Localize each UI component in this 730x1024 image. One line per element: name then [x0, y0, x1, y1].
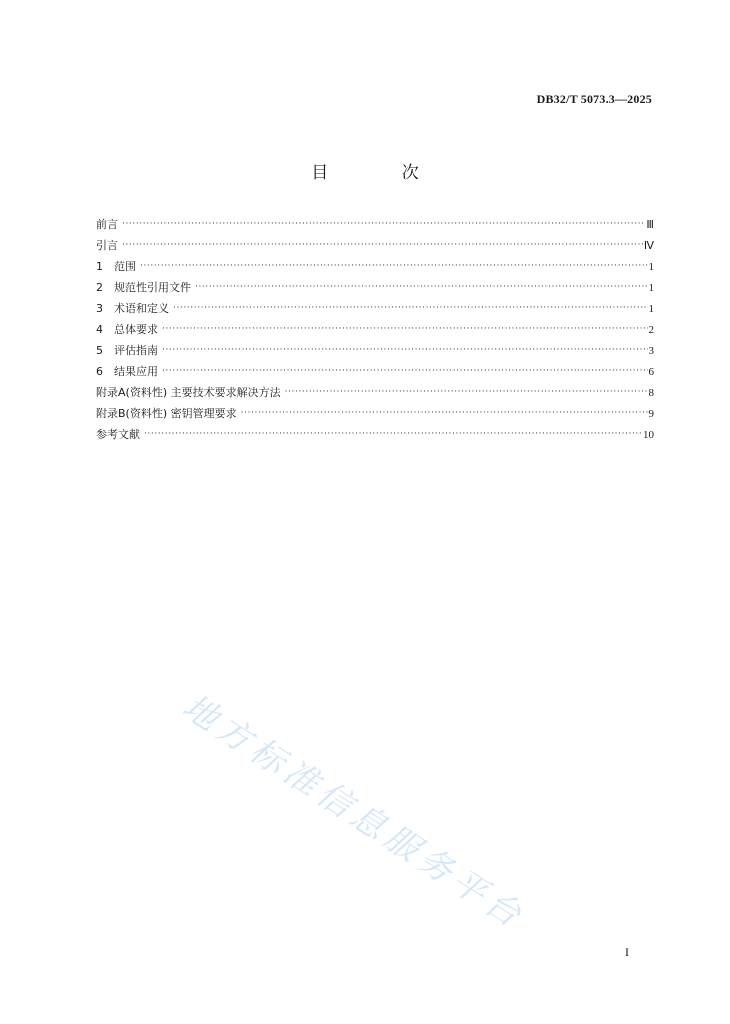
toc-entry-label: 规范性引用文件 — [114, 281, 191, 294]
toc-entry-label: 引言 — [96, 239, 118, 252]
toc-entry-scope[interactable] — [96, 258, 654, 279]
toc-entry-label: 总体要求 — [114, 323, 158, 336]
toc-entry-bibliography[interactable] — [96, 426, 654, 447]
toc-entry-page: 1 — [648, 261, 654, 273]
toc-entry-label: 附录A(资料性) 主要技术要求解决方法 — [96, 386, 281, 399]
toc-entry-page: Ⅲ — [646, 219, 654, 231]
toc-leader-dots — [195, 280, 648, 291]
toc-leader-dots — [285, 385, 648, 396]
table-of-contents — [96, 216, 654, 447]
page-number: I — [625, 945, 629, 959]
toc-title: 目 次 — [311, 163, 453, 183]
toc-entry-result-application[interactable] — [96, 363, 654, 384]
toc-entry-page: 2 — [648, 324, 654, 336]
toc-entry-page: Ⅳ — [643, 240, 654, 252]
toc-entry-general-requirements[interactable] — [96, 321, 654, 342]
toc-leader-dots — [140, 259, 648, 270]
toc-leader-dots — [162, 343, 648, 354]
toc-entry-appendix-a[interactable] — [96, 384, 654, 405]
toc-entry-label: 结果应用 — [114, 365, 158, 378]
toc-entry-label: 评估指南 — [114, 344, 158, 357]
platform-watermark: 地方标准信息服务平台 — [175, 686, 533, 939]
toc-entry-label: 范围 — [114, 260, 136, 273]
toc-leader-dots — [162, 322, 648, 333]
toc-entry-number: 3 — [96, 302, 103, 315]
toc-entry-page: 9 — [648, 408, 654, 420]
toc-leader-dots — [122, 238, 643, 249]
toc-entry-label: 前言 — [96, 218, 118, 231]
toc-entry-number: 4 — [96, 323, 103, 336]
toc-entry-number: 5 — [96, 344, 103, 357]
toc-entry-number: 2 — [96, 281, 103, 294]
toc-entry-assessment-guide[interactable] — [96, 342, 654, 363]
toc-entry-label: 术语和定义 — [114, 302, 169, 315]
toc-entry-page: 8 — [648, 387, 654, 399]
toc-entry-appendix-b[interactable] — [96, 405, 654, 426]
toc-entry-page: 3 — [648, 345, 654, 357]
toc-entry-page: 1 — [648, 282, 654, 294]
toc-entry-introduction[interactable] — [96, 237, 654, 258]
toc-entry-page: 10 — [643, 429, 654, 441]
toc-entry-label: 附录B(资料性) 密钥管理要求 — [96, 407, 237, 420]
toc-leader-dots — [241, 406, 648, 417]
document-code: DB32/T 5073.3—2025 — [536, 92, 652, 106]
toc-entry-label: 参考文献 — [96, 428, 140, 441]
toc-entry-foreword[interactable] — [96, 216, 654, 237]
toc-entry-page: 1 — [648, 303, 654, 315]
toc-leader-dots — [162, 364, 648, 375]
toc-entry-number: 1 — [96, 260, 103, 273]
toc-leader-dots — [173, 301, 648, 312]
toc-entry-terms[interactable] — [96, 300, 654, 321]
toc-entry-page: 6 — [648, 366, 654, 378]
toc-leader-dots — [144, 427, 642, 438]
toc-entry-normative-references[interactable] — [96, 279, 654, 300]
toc-entry-number: 6 — [96, 365, 103, 378]
toc-leader-dots — [122, 217, 645, 228]
